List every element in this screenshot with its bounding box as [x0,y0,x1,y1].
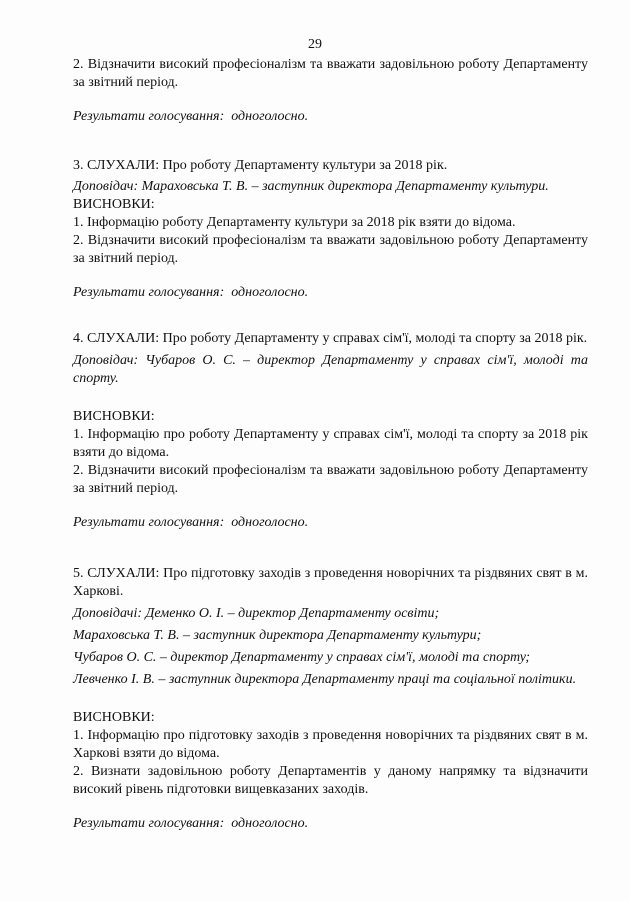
vote-label: Результати голосування: [73,515,225,530]
section-3-item-2: 2. Відзначити високий професіоналізм та вважати задовільною роботу Департаменту за звітний період. [73,233,588,266]
section-3-item-1: 1. Інформацію роботу Департаменту культури за 2018 рік взяти до відома. [73,215,516,230]
section-5-item-1: 1. Інформацію про підготовку заходів з проведення новорічних та різдвяних свят в м. Харкові взяти до відома. [73,728,588,761]
section-5-conclusions-label: ВИСНОВКИ: [73,710,155,725]
section-3 [73,157,588,302]
top-item-2: 2. Відзначити високий професіоналізм та вважати задовільною роботу Департаменту за звітний період. [73,57,588,90]
section-4-item-1: 1. Інформацію про роботу Департаменту у справах сім'ї, молоді та спорту за 2018 рік взяти до відома. [73,427,588,460]
section-4-vote-result [73,514,588,532]
vote-label: Результати голосування: [73,109,225,124]
section-5-speaker-4: Левченко І. В. – заступник директора Департаменту праці та соціальної політики. [73,672,577,687]
top-vote-result [73,108,588,126]
vote-value: одноголосно. [231,816,309,831]
vote-label: Результати голосування: [73,816,225,831]
section-3-speaker: Доповідач: Мараховська Т. В. – заступник директора Департаменту культури. [73,179,549,194]
vote-label: Результати голосування: [73,285,225,300]
section-5-speaker-2: Мараховська Т. В. – заступник директора Департаменту культури; [73,628,482,643]
section-4-heard: 4. СЛУХАЛИ: Про роботу Департаменту у справах сім'ї, молоді та спорту за 2018 рік. [73,331,588,346]
vote-value: одноголосно. [231,109,309,124]
section-4-conclusions-label: ВИСНОВКИ: [73,409,155,424]
section-5-vote-result [73,815,588,833]
section-5-heard: 5. СЛУХАЛИ: Про підготовку заходів з проведення новорічних та різдвяних свят в м. Харкові. [73,566,588,599]
section-5-speaker-3: Чубаров О. С. – директор Департаменту у справах сім'ї, молоді та спорту; [73,650,531,665]
section-4-speaker: Доповідач: Чубаров О. С. – директор Департаменту у справах сім'ї, молоді та спорту. [73,353,588,386]
section-5-speaker-1: Доповідачі: Деменко О. І. – директор Департаменту освіти; [73,606,440,621]
vote-value: одноголосно. [231,285,309,300]
section-3-vote-result [73,284,588,302]
section-3-heard: 3. СЛУХАЛИ: Про роботу Департаменту культури за 2018 рік. [73,158,448,173]
section-5 [73,565,588,833]
section-4 [73,330,588,532]
section-3-conclusions-label: ВИСНОВКИ: [73,197,155,212]
section-5-item-2: 2. Визнати задовільною роботу Департаментів у даному напрямку та відзначити високий рівень підготовки вищевказаних заходів. [73,764,588,797]
top-block [73,56,588,126]
page-number: 29 [308,37,322,52]
section-4-item-2: 2. Відзначити високий професіоналізм та вважати задовільною роботу Департаменту за звітний період. [73,463,588,496]
vote-value: одноголосно. [231,515,309,530]
